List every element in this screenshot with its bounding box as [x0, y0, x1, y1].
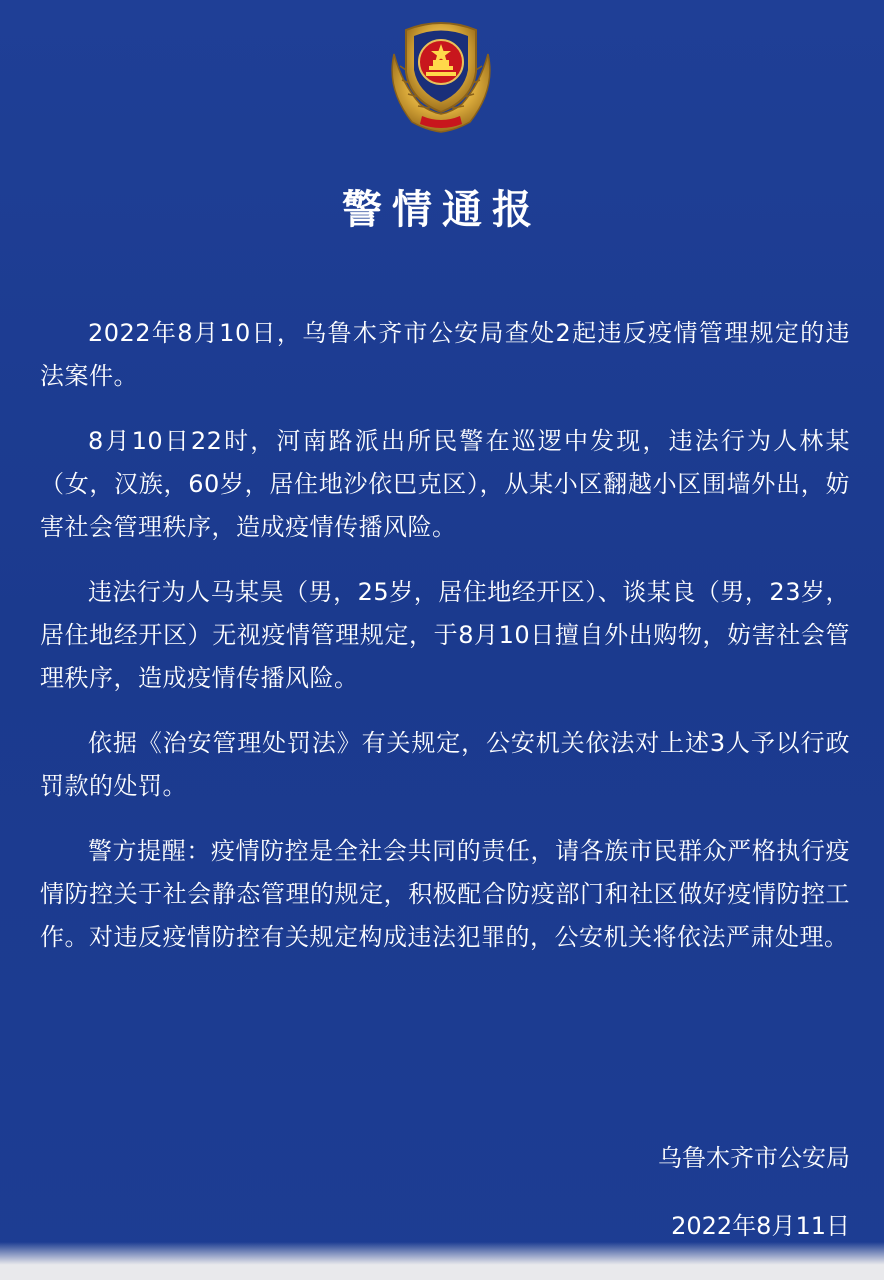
paragraph-case-1: 8月10日22时，河南路派出所民警在巡逻中发现，违法行为人林某（女，汉族，60岁，居住地沙依巴克区），从某小区翻越小区围墙外出，妨害社会管理秩序，造成疫情传播风险。	[40, 427, 850, 541]
paragraph-summary: 2022年8月10日，乌鲁木齐市公安局查处2起违反疫情管理规定的违法案件。	[40, 319, 850, 390]
police-emblem-icon	[382, 14, 500, 136]
bottom-edge	[0, 1242, 884, 1280]
paragraph-penalty: 依据《治安管理处罚法》有关规定，公安机关依法对上述3人予以行政罚款的处罚。	[40, 729, 850, 800]
paragraph-case-2: 违法行为人马某昊（男，25岁，居住地经开区）、谈某良（男，23岁，居住地经开区）无视疫情管理规定，于8月10日擅自外出购物，妨害社会管理秩序，造成疫情传播风险。	[40, 578, 850, 692]
page-title: 警情通报	[342, 187, 542, 233]
issuing-authority: 乌鲁木齐市公安局	[658, 1144, 850, 1172]
paragraph-reminder: 警方提醒：疫情防控是全社会共同的责任，请各族市民群众严格执行疫情防控关于社会静态管理的规定，积极配合防疫部门和社区做好疫情防控工作。对违反疫情防控有关规定构成违法犯罪的，公安机关将依法严肃处理。	[40, 837, 850, 951]
notice-body	[40, 312, 850, 981]
issue-date: 2022年8月11日	[671, 1212, 850, 1240]
